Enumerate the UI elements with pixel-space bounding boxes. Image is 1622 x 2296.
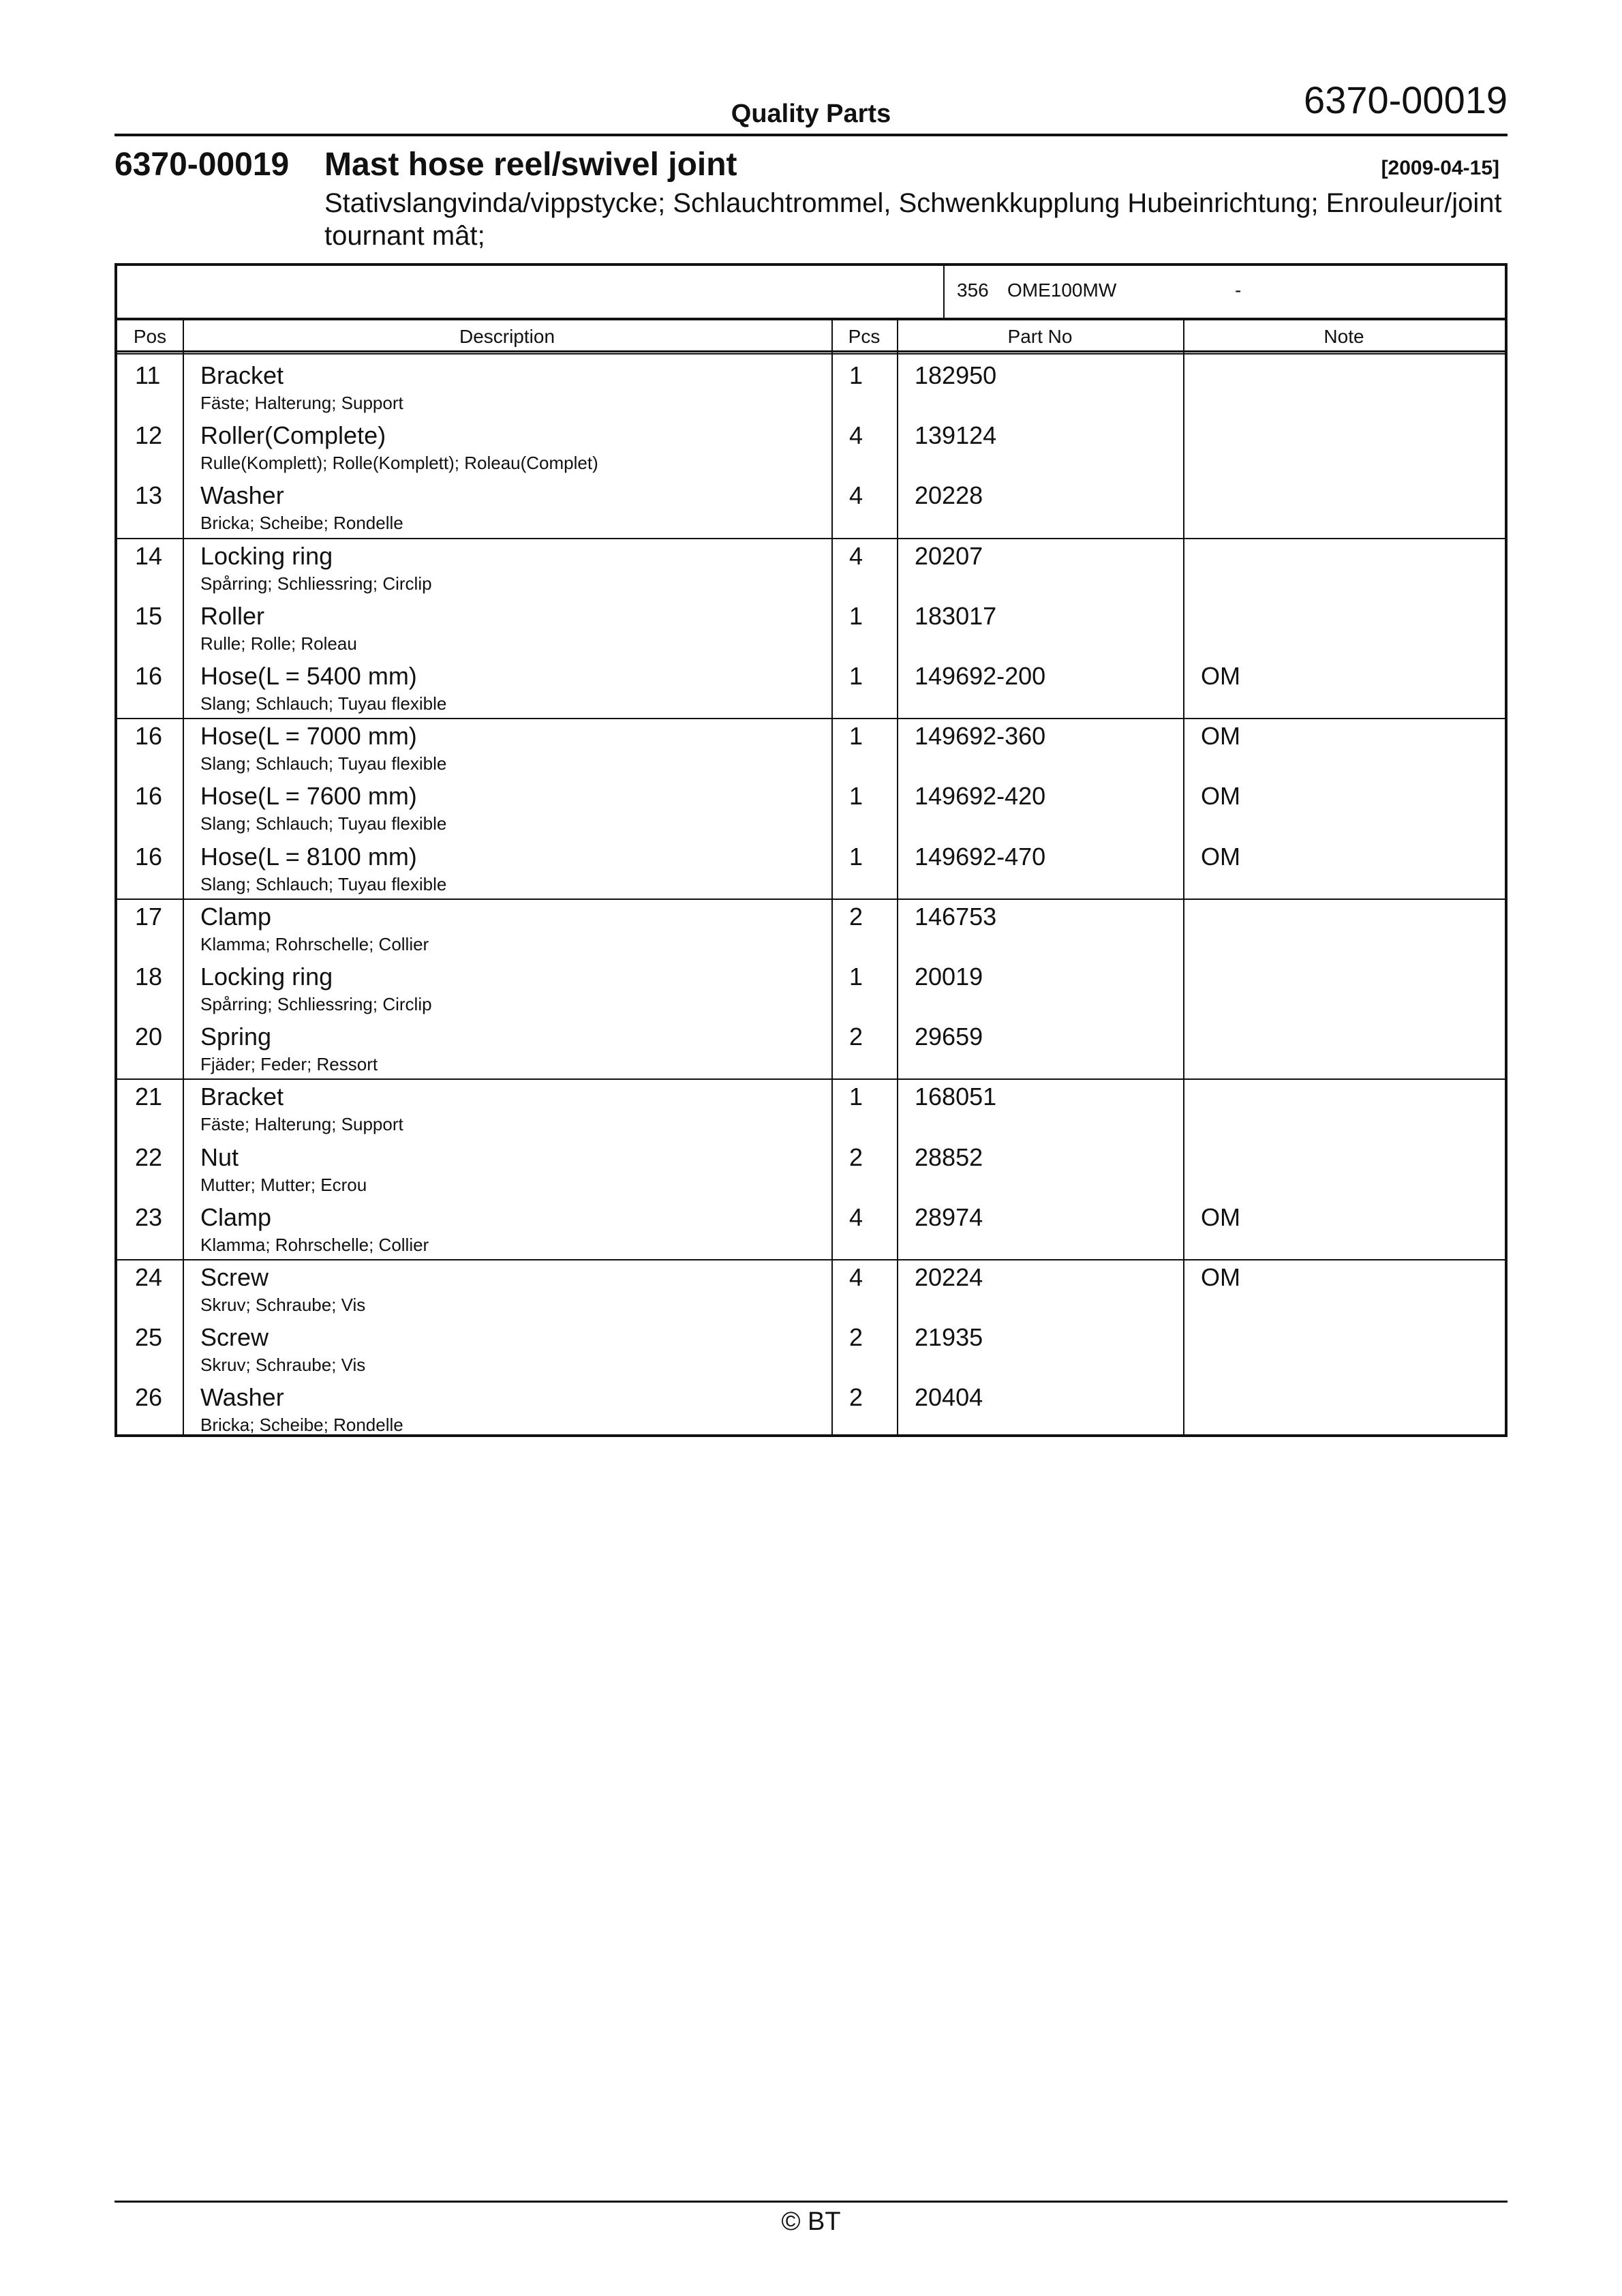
row-part-no: 20207 (915, 541, 983, 570)
row-pcs: 1 (849, 1083, 863, 1111)
row-pcs: 1 (849, 842, 863, 871)
row-pos: 24 (135, 1263, 163, 1291)
row-description: Bracket (200, 1083, 284, 1111)
row-description: Hose(L = 7000 mm) (200, 722, 417, 751)
row-pos: 13 (135, 481, 163, 510)
row-pcs: 4 (849, 1263, 863, 1291)
row-pcs: 4 (849, 481, 863, 510)
row-translation: Fäste; Halterung; Support (200, 393, 403, 413)
row-translation: Skruv; Schraube; Vis (200, 1355, 366, 1376)
row-pos: 11 (135, 361, 161, 389)
row-part-no: 182950 (915, 361, 997, 389)
row-pos: 16 (135, 782, 163, 811)
parts-table (114, 263, 1508, 1437)
footer-divider (114, 2201, 1508, 2203)
row-description: Clamp (200, 1203, 272, 1231)
row-part-no: 29659 (915, 1023, 983, 1051)
row-pcs: 4 (849, 421, 863, 450)
model-row (117, 266, 1505, 320)
row-part-no: 20228 (915, 481, 983, 510)
model-code: 356 (957, 280, 989, 301)
row-part-no: 20404 (915, 1383, 983, 1412)
row-pcs: 2 (849, 1323, 863, 1352)
row-pos: 16 (135, 662, 163, 690)
row-pcs: 2 (849, 1143, 863, 1171)
row-pos: 15 (135, 601, 163, 630)
row-pcs: 4 (849, 541, 863, 570)
row-description: Hose(L = 8100 mm) (200, 842, 417, 871)
row-part-no: 149692-360 (915, 722, 1046, 751)
table-row (117, 839, 1505, 898)
row-pos: 20 (135, 1023, 163, 1051)
row-translation: Rulle; Rolle; Roleau (200, 633, 357, 654)
row-translation: Slang; Schlauch; Tuyau flexible (200, 753, 447, 774)
row-note: OM (1201, 1263, 1240, 1291)
row-description: Hose(L = 5400 mm) (200, 662, 417, 690)
table-row (117, 538, 1505, 598)
table-row (117, 718, 1505, 778)
row-part-no: 149692-420 (915, 782, 1046, 811)
row-note: OM (1201, 722, 1240, 751)
row-pos: 16 (135, 722, 163, 751)
row-part-no: 146753 (915, 902, 997, 931)
row-description: Locking ring (200, 963, 333, 991)
row-note: OM (1201, 662, 1240, 690)
row-pos: 21 (135, 1083, 163, 1111)
table-row (117, 1379, 1505, 1439)
row-pos: 26 (135, 1383, 163, 1412)
column-header-pos: Pos (133, 326, 167, 347)
row-pos: 23 (135, 1203, 163, 1231)
page-title: Mast hose reel/swivel joint (324, 147, 737, 183)
table-row (117, 1259, 1505, 1319)
row-description: Bracket (200, 361, 284, 389)
row-translation: Slang; Schlauch; Tuyau flexible (200, 813, 447, 834)
row-translation: Skruv; Schraube; Vis (200, 1295, 366, 1315)
header-title: Quality Parts (731, 100, 891, 128)
row-pcs: 2 (849, 1383, 863, 1412)
row-description: Nut (200, 1143, 239, 1171)
row-pos: 12 (135, 421, 163, 450)
row-translation: Spårring; Schliessring; Circlip (200, 994, 432, 1014)
row-note: OM (1201, 1203, 1240, 1231)
row-pos: 18 (135, 963, 163, 991)
row-description: Roller (200, 601, 265, 630)
column-header-description: Description (459, 326, 555, 347)
row-part-no: 28852 (915, 1143, 983, 1171)
column-header-row (117, 320, 1505, 352)
row-translation: Spårring; Schliessring; Circlip (200, 573, 432, 594)
row-part-no: 183017 (915, 601, 997, 630)
header-divider (114, 134, 1508, 136)
row-translation: Slang; Schlauch; Tuyau flexible (200, 693, 447, 714)
table-row (117, 1139, 1505, 1199)
part-group-number: 6370-00019 (114, 147, 290, 183)
row-translation: Bricka; Scheibe; Rondelle (200, 1415, 403, 1436)
model-range: - (1235, 280, 1242, 301)
row-translation: Bricka; Scheibe; Rondelle (200, 513, 403, 534)
table-row (117, 1018, 1505, 1078)
table-row (117, 357, 1505, 417)
row-description: Screw (200, 1263, 269, 1291)
column-header-note: Note (1323, 326, 1364, 347)
row-part-no: 149692-470 (915, 842, 1046, 871)
row-part-no: 20224 (915, 1263, 983, 1291)
row-note: OM (1201, 782, 1240, 811)
row-description: Washer (200, 1383, 284, 1412)
row-part-no: 149692-200 (915, 662, 1046, 690)
row-pcs: 4 (849, 1203, 863, 1231)
footer-copyright: © BT (781, 2207, 841, 2236)
revision-date: [2009-04-15] (1381, 157, 1499, 179)
table-row (117, 477, 1505, 537)
column-header-pcs: Pcs (848, 326, 881, 347)
table-row (117, 417, 1505, 477)
title-translations: Stativslangvinda/vippstycke; Schlauchtrommel, Schwenkkupplung Hubeinrichtung; Enrouleur/joint tournant mât; (324, 188, 1502, 251)
row-description: Locking ring (200, 541, 333, 570)
row-description: Clamp (200, 902, 272, 931)
model-divider (943, 266, 945, 318)
row-note: OM (1201, 842, 1240, 871)
row-translation: Klamma; Rohrschelle; Collier (200, 933, 429, 954)
table-row (117, 1078, 1505, 1138)
row-pcs: 1 (849, 963, 863, 991)
row-translation: Mutter; Mutter; Ecrou (200, 1174, 367, 1195)
row-pcs: 1 (849, 782, 863, 811)
table-row (117, 958, 1505, 1018)
row-description: Hose(L = 7600 mm) (200, 782, 417, 811)
row-part-no: 28974 (915, 1203, 983, 1231)
table-row (117, 1199, 1505, 1259)
row-part-no: 139124 (915, 421, 997, 450)
row-pos: 16 (135, 842, 163, 871)
row-part-no: 168051 (915, 1083, 997, 1111)
row-translation: Fjäder; Feder; Ressort (200, 1054, 378, 1075)
row-pos: 14 (135, 541, 163, 570)
header-double-rule (117, 353, 1505, 354)
row-translation: Klamma; Rohrschelle; Collier (200, 1234, 429, 1255)
row-pcs: 2 (849, 902, 863, 931)
row-pcs: 1 (849, 722, 863, 751)
row-pcs: 1 (849, 361, 863, 389)
row-translation: Rulle(Komplett); Rolle(Komplett); Roleau(Complet) (200, 453, 598, 474)
row-description: Spring (200, 1023, 272, 1051)
row-pos: 17 (135, 902, 163, 931)
table-row (117, 898, 1505, 958)
table-row (117, 778, 1505, 838)
row-description: Screw (200, 1323, 269, 1352)
row-pcs: 1 (849, 662, 863, 690)
model-name: OME100MW (1007, 280, 1117, 301)
row-pcs: 1 (849, 601, 863, 630)
row-description: Roller(Complete) (200, 421, 386, 450)
table-row (117, 598, 1505, 658)
header-doc-number: 6370-00019 (1304, 78, 1508, 121)
row-part-no: 20019 (915, 963, 983, 991)
row-translation: Fäste; Halterung; Support (200, 1114, 403, 1135)
row-part-no: 21935 (915, 1323, 983, 1352)
row-pos: 22 (135, 1143, 163, 1171)
row-translation: Slang; Schlauch; Tuyau flexible (200, 873, 447, 894)
table-row (117, 1319, 1505, 1379)
row-description: Washer (200, 481, 284, 510)
row-pcs: 2 (849, 1023, 863, 1051)
table-row (117, 658, 1505, 718)
row-pos: 25 (135, 1323, 163, 1352)
column-header-part-no: Part No (1007, 326, 1073, 347)
